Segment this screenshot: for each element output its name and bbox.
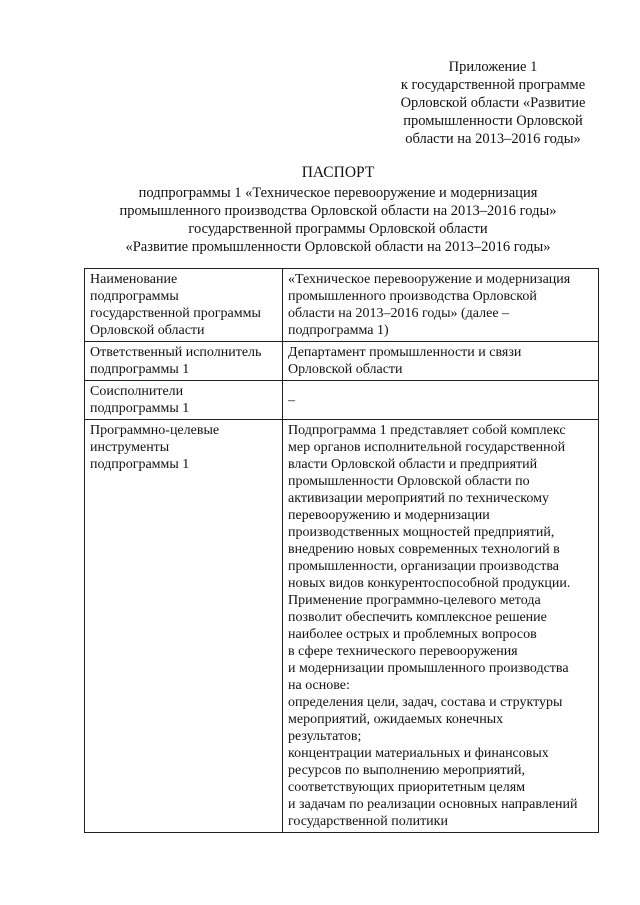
label-line: подпрограммы 1	[90, 457, 190, 472]
value-line: позволит обеспечить комплексное решение	[288, 610, 547, 625]
table-row-executor	[85, 342, 599, 381]
value-line: мер органов исполнительной государственной	[288, 440, 566, 455]
label-line: государственной программы	[90, 306, 261, 321]
appendix-line: промышленности Орловской	[403, 113, 583, 129]
label-line: Наименование	[90, 272, 178, 287]
document-subtitle	[60, 184, 616, 256]
value-line: активизации мероприятий по техническому	[288, 491, 549, 506]
value-line: ресурсов по выполнению мероприятий,	[288, 763, 525, 778]
subtitle-line: подпрограммы 1 «Техническое перевооружение и модернизация	[138, 185, 538, 201]
value-line: –	[288, 392, 295, 408]
row-value	[283, 420, 599, 833]
value-line: концентрации материальных и финансовых	[288, 746, 549, 761]
label-line: подпрограммы 1	[90, 362, 190, 377]
label-line: подпрограммы	[90, 289, 179, 304]
label-line: Соисполнители	[90, 384, 184, 399]
value-line: Орловской области	[288, 362, 403, 377]
value-line: Подпрограмма 1 представляет собой комплекс	[288, 423, 566, 438]
value-line: внедрению новых современных технологий в	[288, 542, 560, 557]
value-line: подпрограмма 1)	[288, 323, 389, 338]
row-value	[283, 381, 599, 420]
value-line: Департамент промышленности и связи	[288, 345, 522, 360]
table-row-instruments	[85, 420, 599, 833]
appendix-line: к государственной программе	[400, 77, 586, 93]
value-line: и модернизации промышленного производства	[288, 661, 569, 676]
row-value	[283, 342, 599, 381]
subtitle-line: государственной программы Орловской области	[188, 221, 488, 237]
table-row-name	[85, 269, 599, 342]
appendix-note	[388, 58, 598, 148]
label-line: инструменты	[90, 440, 170, 455]
value-line: новых видов конкурентоспособной продукции.	[288, 576, 571, 591]
value-line: государственной политики	[288, 814, 448, 829]
value-line: в сфере технического перевооружения	[288, 644, 518, 659]
row-value	[283, 269, 599, 342]
value-line: области на 2013–2016 годы» (далее –	[288, 306, 510, 321]
value-line: мероприятий, ожидаемых конечных	[288, 712, 504, 727]
table-row-coexecutors	[85, 381, 599, 420]
appendix-line: области на 2013–2016 годы»	[405, 131, 581, 147]
value-line: «Техническое перевооружение и модернизация	[288, 272, 571, 287]
subtitle-line: промышленного производства Орловской области на 2013–2016 годы»	[119, 203, 557, 219]
row-label	[85, 420, 283, 833]
row-label	[85, 381, 283, 420]
value-line: Применение программно-целевого метода	[288, 593, 541, 608]
value-line: промышленного производства Орловской	[288, 289, 537, 304]
appendix-line: Приложение 1	[448, 59, 538, 75]
value-line: соответствующих приоритетным целям	[288, 780, 526, 795]
label-line: подпрограммы 1	[90, 401, 190, 416]
value-line: и задачам по реализации основных направлений	[288, 797, 578, 812]
passport-table	[84, 268, 599, 833]
value-line: производственных мощностей предприятий,	[288, 525, 555, 540]
value-line: определения цели, задач, состава и структуры	[288, 695, 563, 710]
row-label	[85, 269, 283, 342]
subtitle-line: «Развитие промышленности Орловской области на 2013–2016 годы»	[125, 239, 551, 255]
appendix-line: Орловской области «Развитие	[400, 95, 586, 111]
label-line: Ответственный исполнитель	[90, 345, 262, 360]
value-line: промышленности Орловской области по	[288, 474, 530, 489]
value-line: на основе:	[288, 678, 350, 693]
label-line: Программно-целевые	[90, 423, 220, 438]
row-label	[85, 342, 283, 381]
label-line: Орловской области	[90, 323, 205, 338]
value-line: наиболее острых и проблемных вопросов	[288, 627, 537, 642]
value-line: перевооружению и модернизации	[288, 508, 490, 523]
value-line: результатов;	[288, 729, 362, 744]
document-title: ПАСПОРТ	[301, 164, 375, 181]
value-line: власти Орловской области и предприятий	[288, 457, 538, 472]
value-line: промышленности, организации производства	[288, 559, 560, 574]
